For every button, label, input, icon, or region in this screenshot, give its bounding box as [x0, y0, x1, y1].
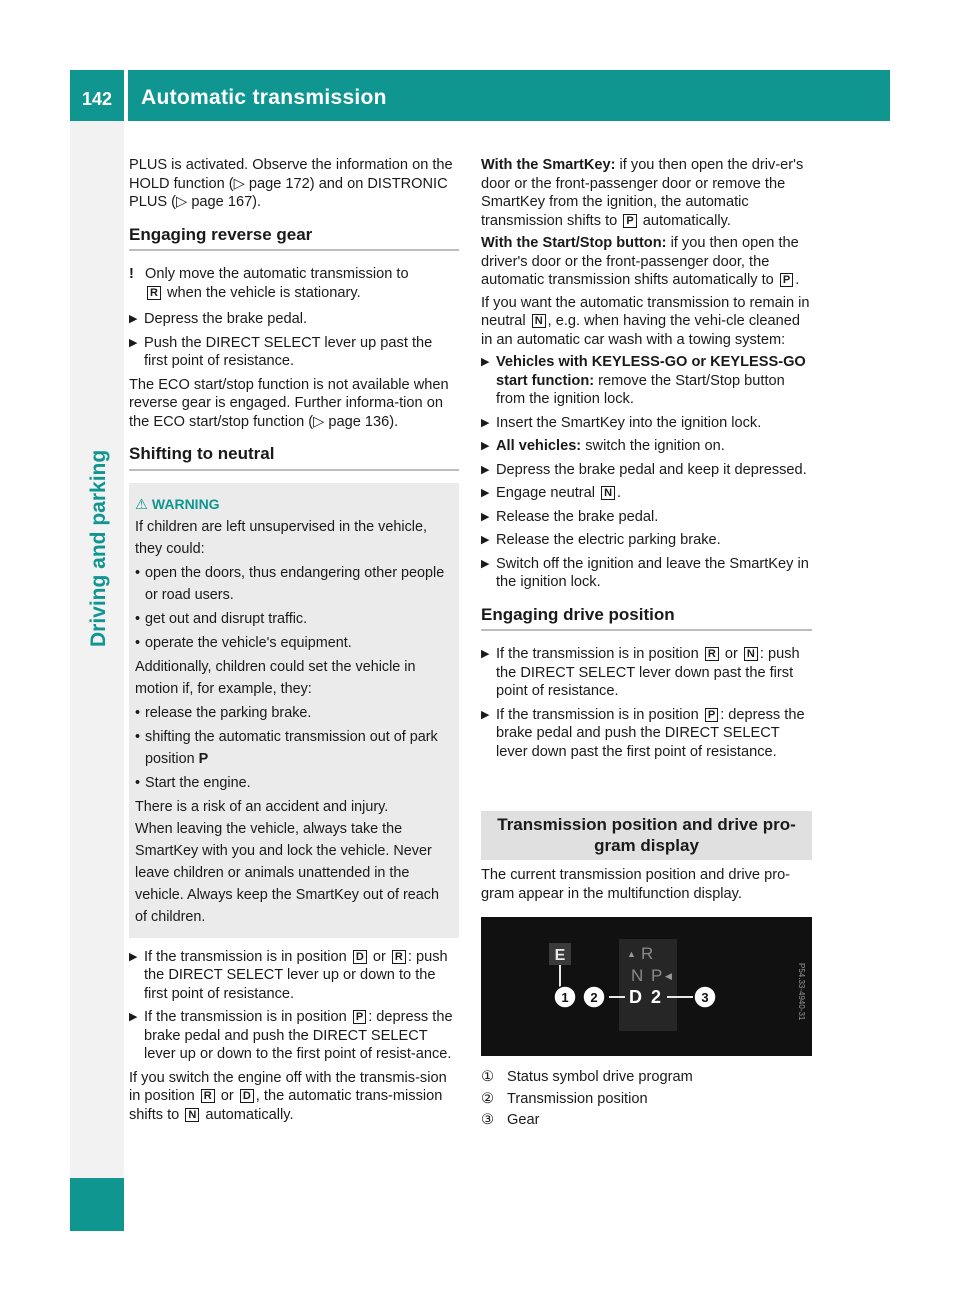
- key-r: R: [705, 647, 719, 661]
- step-text: : push the DIRECT SELECT lever down past the first point of resistance.: [496, 646, 800, 699]
- step-label: Vehicles with KEYLESS-GO or KEYLESS-GO start function:: [496, 354, 806, 389]
- page-number: 142: [82, 89, 113, 109]
- step-text: If the transmission is in position: [496, 646, 699, 662]
- warning-bullet: • Start the engine.: [135, 772, 451, 794]
- key-r: R: [147, 286, 161, 300]
- step-item: [481, 414, 812, 433]
- arrow-right-icon: ▶: [481, 648, 490, 660]
- position-n: N: [631, 966, 644, 985]
- step-item: [481, 531, 812, 550]
- startstop-text: [481, 234, 812, 290]
- park-position-label: P: [198, 750, 209, 767]
- step-item: [481, 555, 812, 592]
- warning-advice: When leaving the vehicle, always take the SmartKey with you and lock the vehicle. Never leave children or animals unattended in the vehicle. Always keep the SmartKey out of reach of children.: [135, 820, 439, 925]
- key-p: P: [705, 708, 718, 722]
- paragraph-text: if you then open the driv-er's door or the front-passenger door or remove the SmartKey from the ignition, the automatic transmission shifts to: [481, 157, 804, 229]
- paragraph-text: , the automatic trans-mission shifts to: [129, 1088, 443, 1123]
- step-text: switch the ignition on.: [585, 438, 725, 454]
- or-text: or: [372, 948, 386, 965]
- position-d: D: [629, 987, 642, 1007]
- key-n: N: [532, 314, 546, 328]
- startstop-label: With the Start/Stop button:: [481, 235, 667, 251]
- gear-number: 2: [651, 987, 662, 1007]
- arrow-right-icon: ▶: [481, 487, 490, 499]
- warning-bullet: • open the doors, thus endangering other people or road users.: [135, 562, 451, 606]
- step-text: Depress the brake pedal.: [144, 311, 308, 327]
- step-text: Release the brake pedal.: [496, 508, 659, 525]
- up-arrow-icon: ▲: [627, 949, 636, 959]
- eco-text: The ECO start/stop function is not available when reverse gear is engaged. Further informa-tion on the ECO start/stop function (▷ page 136).: [129, 376, 449, 430]
- legend-number: ②: [481, 1090, 495, 1107]
- step-text: Release the electric parking brake.: [496, 532, 721, 548]
- arrow-right-icon: ▶: [481, 356, 490, 368]
- step-item: [481, 508, 812, 527]
- step-item: [129, 948, 459, 1004]
- key-n: N: [744, 647, 758, 661]
- key-p: P: [353, 1010, 366, 1024]
- legend-text: Transmission position: [507, 1090, 648, 1107]
- right-column: [481, 156, 812, 1133]
- or-text: or: [220, 1088, 234, 1104]
- legend-number: ③: [481, 1112, 495, 1128]
- paragraph-text: if you then open the driver's door or the front-passenger door, the automatic transmission shifts automatically to: [481, 235, 799, 288]
- key-p: P: [623, 214, 636, 228]
- legend-text: Status symbol drive program: [507, 1069, 693, 1085]
- paragraph-text: If you want the automatic transmission to remain in neutral: [481, 294, 810, 329]
- position-r: R: [641, 944, 654, 963]
- step-item: [481, 437, 812, 456]
- key-n: N: [601, 486, 615, 500]
- key-p: P: [780, 273, 793, 287]
- paragraph-text: If you switch the engine off with the transmis-sion in position: [129, 1069, 447, 1104]
- heading-reverse-gear: Engaging reverse gear: [129, 226, 459, 252]
- note-text-b: when the vehicle is stationary.: [167, 284, 361, 301]
- heading-drive-position: Engaging drive position: [481, 606, 812, 632]
- legend-item: [481, 1111, 812, 1130]
- callout-2-label: 2: [590, 990, 598, 1005]
- note-text-a: Only move the automatic transmission to: [145, 266, 409, 282]
- warning-mid: Additionally, children could set the vehicle in motion if, for example, they:: [135, 658, 416, 697]
- step-text: If the transmission is in position: [144, 948, 347, 965]
- step-text: : depress the brake pedal and push the DIRECT SELECT lever up or down to the first point of resist-ance.: [144, 1009, 453, 1062]
- step-text: If the transmission is in position: [496, 706, 699, 723]
- section-label: Driving and parking: [87, 449, 110, 647]
- step-text: .: [617, 485, 622, 501]
- step-text: remove the Start/Stop button from the ignition lock.: [496, 372, 785, 407]
- left-column: [129, 156, 459, 1128]
- figure-code: P54.33-4940-31: [797, 963, 806, 1021]
- arrow-right-icon: ▶: [481, 463, 490, 476]
- step-item: [481, 353, 812, 409]
- step-label: All vehicles:: [496, 438, 582, 454]
- paragraph-text: automatically.: [205, 1106, 294, 1123]
- step-text: : depress the brake pedal and push the DIRECT SELECT lever down past the first point of resistance.: [496, 706, 805, 760]
- arrow-right-icon: ▶: [129, 1011, 138, 1023]
- step-item: [129, 310, 459, 329]
- position-p: P: [651, 966, 663, 985]
- warning-box: [129, 483, 459, 938]
- key-d: D: [353, 950, 367, 964]
- arrow-right-icon: ▶: [129, 336, 138, 349]
- step-text: If the transmission is in position: [144, 1009, 347, 1025]
- step-text: Engage neutral: [496, 485, 595, 501]
- legend-item: [481, 1068, 812, 1087]
- heading-neutral: Shifting to neutral: [129, 445, 459, 471]
- display-figure: [481, 917, 812, 1056]
- heading-display: Transmission position and drive pro-gram display: [481, 811, 812, 860]
- paragraph-text: automatically.: [642, 212, 731, 229]
- arrow-right-icon: ▶: [481, 708, 490, 721]
- legend-item: [481, 1090, 812, 1109]
- step-text: Depress the brake pedal and keep it depressed.: [496, 461, 807, 478]
- page-title: Automatic transmission: [141, 86, 387, 109]
- step-item: [481, 484, 812, 503]
- arrow-right-icon: ▶: [129, 313, 138, 325]
- callout-1-label: 1: [561, 990, 569, 1005]
- step-item: [481, 706, 812, 762]
- neutral-text: [481, 294, 812, 350]
- intro-text: PLUS is activated. Observe the information on the HOLD function (▷ page 172) and on DISTRONIC PLUS (▷ page 167).: [129, 157, 453, 210]
- arrow-right-icon: ▶: [481, 510, 490, 523]
- warning-title: WARNING: [151, 495, 220, 512]
- step-item: [481, 461, 812, 480]
- warning-bullet: [135, 726, 451, 770]
- arrow-right-icon: ▶: [129, 950, 138, 963]
- callout-3-label: 3: [701, 990, 709, 1005]
- key-n: N: [185, 1108, 199, 1122]
- warning-bullet-text: shifting the automatic transmission out of park position: [145, 728, 438, 767]
- paragraph-text: .: [795, 272, 800, 288]
- arrow-right-icon: ▶: [481, 557, 490, 570]
- warning-risk: There is a risk of an accident and injury.: [135, 798, 389, 815]
- side-marker: [70, 1178, 124, 1231]
- drive-program-e: E: [554, 947, 566, 964]
- step-item: [129, 334, 459, 371]
- warning-bullet: • get out and disrupt traffic.: [135, 608, 451, 630]
- step-text: Insert the SmartKey into the ignition lock.: [496, 414, 762, 431]
- note-reverse: [129, 265, 459, 302]
- arrow-right-icon: ▶: [481, 440, 490, 452]
- paragraph-text: , e.g. when having the vehi-cle cleaned in an automatic car wash with a towing system:: [481, 313, 800, 348]
- step-text: : push the DIRECT SELECT lever up or down to the first point of resistance.: [144, 948, 448, 1002]
- smartkey-label: With the SmartKey:: [481, 157, 616, 173]
- step-item: [481, 645, 812, 701]
- arrow-right-icon: ▶: [481, 416, 490, 429]
- warning-bullet: • operate the vehicle's equipment.: [135, 632, 451, 654]
- side-tab: [70, 121, 124, 1231]
- step-text: Push the DIRECT SELECT lever up past the first point of resistance.: [144, 334, 433, 369]
- display-text: The current transmission position and drive pro-gram appear in the multifunction display.: [481, 867, 791, 902]
- left-arrow-icon: ◀: [665, 971, 672, 981]
- key-r: R: [392, 950, 406, 964]
- header-separator: [124, 70, 128, 121]
- legend-text: Gear: [507, 1112, 540, 1128]
- step-item: [129, 1008, 459, 1064]
- legend-number: ①: [481, 1069, 495, 1085]
- warning-bullet: • release the parking brake.: [135, 702, 451, 724]
- warning-lead: If children are left unsupervised in the vehicle, they could:: [135, 518, 427, 557]
- arrow-right-icon: ▶: [481, 534, 490, 546]
- warning-triangle-icon: ⚠: [135, 496, 148, 513]
- key-r: R: [201, 1089, 215, 1103]
- key-d: D: [240, 1089, 254, 1103]
- multifunction-display-illustration: [481, 917, 812, 1056]
- step-text: Switch off the ignition and leave the SmartKey in the ignition lock.: [496, 555, 809, 590]
- smartkey-text: [481, 156, 812, 230]
- exclamation-icon: !: [129, 266, 134, 282]
- engine-off-text: [129, 1069, 459, 1125]
- or-text: or: [724, 646, 738, 662]
